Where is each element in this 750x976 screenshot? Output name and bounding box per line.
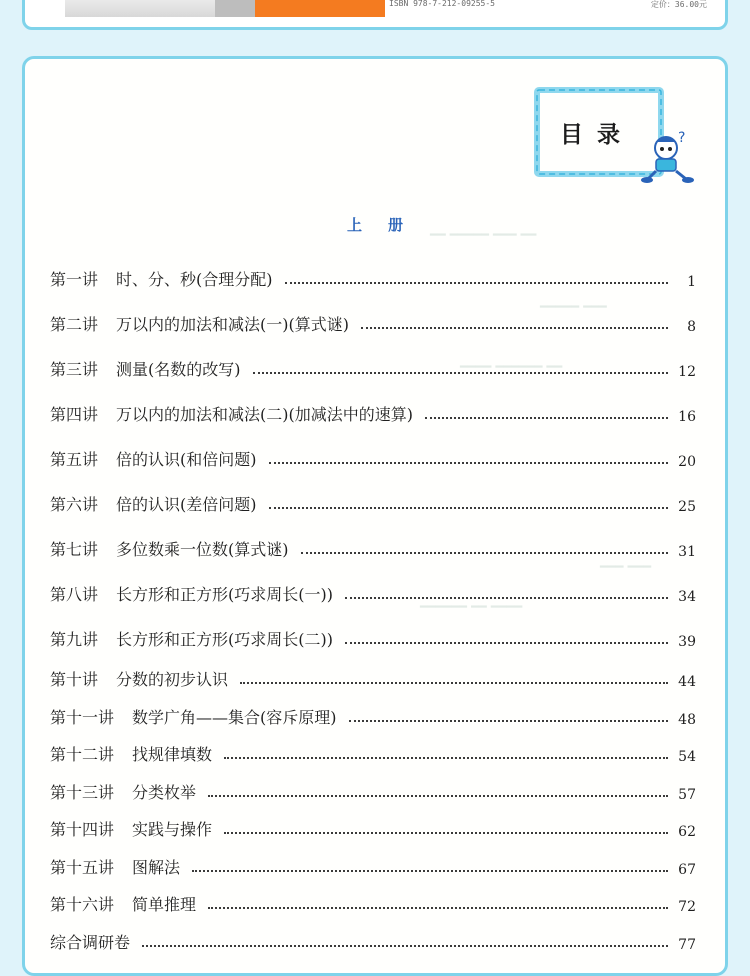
toc-chapter-label: 第九讲: [50, 630, 99, 649]
toc-chapter-label: 第十讲: [50, 670, 99, 689]
toc-page-number: 20: [678, 454, 696, 470]
dotted-leader: [345, 642, 668, 644]
dotted-leader: [240, 682, 668, 684]
toc-page-number: 72: [678, 899, 696, 915]
section-heading: 上册: [346, 216, 429, 234]
toc-page-number: 77: [678, 937, 696, 953]
dotted-leader: [208, 795, 668, 797]
toc-entry-title: 实践与操作: [132, 820, 213, 839]
toc-entry[interactable]: [50, 779, 696, 803]
price-text: 定价：36.00元: [650, 0, 707, 9]
dotted-leader: [208, 907, 668, 909]
toc-entry-title: 简单推理: [132, 895, 197, 914]
dotted-leader: [192, 870, 668, 872]
toc-entry-title: 倍的认识(差倍问题): [116, 495, 257, 514]
toc-chapter-label: 第六讲: [50, 495, 99, 514]
toc-chapter-label: 第十四讲: [50, 820, 115, 839]
toc-chapter-label: 综合调研卷: [50, 933, 131, 952]
toc-page-number: 12: [678, 364, 696, 380]
toc-chapter-label: 第三讲: [50, 360, 99, 379]
toc-entry[interactable]: [50, 491, 696, 515]
dotted-leader: [224, 757, 668, 759]
toc-entry[interactable]: [50, 929, 696, 953]
toc-page-number: 34: [678, 589, 696, 605]
toc-entry[interactable]: [50, 446, 696, 470]
toc-chapter-label: 第十二讲: [50, 745, 115, 764]
toc-entry[interactable]: [50, 816, 696, 840]
toc-entry-title: 长方形和正方形(巧求周长(二)): [116, 630, 333, 649]
toc-page-number: 25: [678, 499, 696, 515]
dotted-leader: [269, 507, 668, 509]
toc-entry[interactable]: [50, 704, 696, 728]
toc-title: 目录: [560, 121, 634, 148]
toc-entry[interactable]: [50, 266, 696, 290]
toc-page-number: 39: [678, 634, 696, 650]
toc-chapter-label: 第八讲: [50, 585, 99, 604]
dotted-leader: [253, 372, 668, 374]
dotted-leader: [361, 327, 668, 329]
toc-chapter-label: 第七讲: [50, 540, 99, 559]
toc-page-number: 54: [678, 749, 696, 765]
isbn-text: ISBN 978-7-212-09255-5: [389, 0, 495, 8]
toc-chapter-label: 第五讲: [50, 450, 99, 469]
toc-page-number: 44: [678, 674, 696, 690]
toc-chapter-label: 第十三讲: [50, 783, 115, 802]
toc-page-number: 8: [687, 319, 696, 335]
toc-chapter-label: 第十五讲: [50, 858, 115, 877]
toc-entry-title: 万以内的加法和减法(二)(加减法中的速算): [116, 405, 413, 424]
toc-entry-title: 测量(名数的改写): [116, 360, 241, 379]
toc-page-number: 1: [687, 274, 696, 290]
toc-entry-title: 图解法: [132, 858, 181, 877]
toc-entry[interactable]: [50, 666, 696, 690]
dotted-leader: [301, 552, 668, 554]
toc-chapter-label: 第十一讲: [50, 708, 115, 727]
svg-text:?: ?: [678, 130, 686, 146]
toc-page-number: 67: [678, 862, 696, 878]
toc-entry[interactable]: [50, 311, 696, 335]
toc-entry-title: 时、分、秒(合理分配): [116, 270, 273, 289]
toc-page-number: 16: [678, 409, 696, 425]
toc-chapter-label: 第一讲: [50, 270, 99, 289]
dotted-leader: [425, 417, 668, 419]
toc-entry-title: 长方形和正方形(巧求周长(一)): [116, 585, 333, 604]
toc-entry[interactable]: [50, 581, 696, 605]
toc-page-number: 62: [678, 824, 696, 840]
toc-entry[interactable]: [50, 891, 696, 915]
toc-entry-title: 分类枚举: [132, 783, 197, 802]
toc-entry[interactable]: [50, 536, 696, 560]
toc-entry-title: 万以内的加法和减法(一)(算式谜): [116, 315, 349, 334]
dotted-leader: [349, 720, 668, 722]
toc-entry[interactable]: [50, 401, 696, 425]
toc-entry-title: 倍的认识(和倍问题): [116, 450, 257, 469]
toc-entry-title: 多位数乘一位数(算式谜): [116, 540, 289, 559]
toc-entry[interactable]: [50, 854, 696, 878]
toc-entry-title: 找规律填数: [132, 745, 213, 764]
toc-page-number: 57: [678, 787, 696, 803]
toc-page-number: 31: [678, 544, 696, 560]
dotted-leader: [142, 945, 668, 947]
dotted-leader: [269, 462, 668, 464]
dotted-leader: [345, 597, 668, 599]
toc-chapter-label: 第十六讲: [50, 895, 115, 914]
toc-entry-title: 分数的初步认识: [116, 670, 229, 689]
toc-entry[interactable]: [50, 626, 696, 650]
toc-entry-title: 数学广角——集合(容斥原理): [132, 708, 337, 727]
toc-chapter-label: 第二讲: [50, 315, 99, 334]
dotted-leader: [224, 832, 668, 834]
toc-chapter-label: 第四讲: [50, 405, 99, 424]
toc-entry[interactable]: [50, 741, 696, 765]
toc-entry[interactable]: [50, 356, 696, 380]
toc-page-number: 48: [678, 712, 696, 728]
dotted-leader: [285, 282, 668, 284]
